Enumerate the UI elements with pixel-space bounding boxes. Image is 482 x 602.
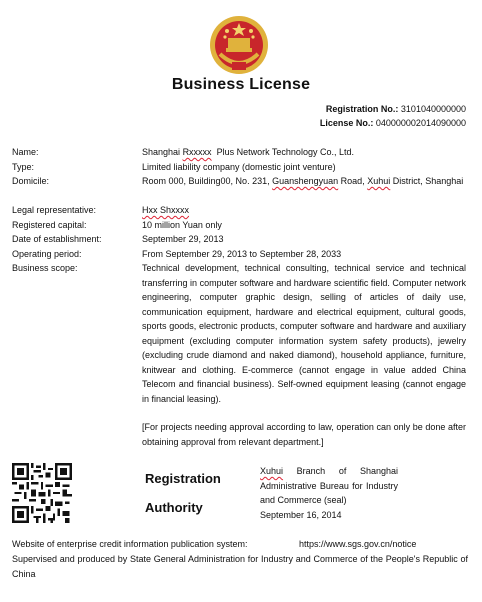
registration-date: September 16, 2014 bbox=[260, 510, 342, 520]
registration-authority-text bbox=[260, 464, 398, 508]
name-redacted: Rxxxxx bbox=[182, 147, 212, 157]
document-title: Business License bbox=[171, 76, 311, 93]
domicile-value bbox=[142, 174, 466, 189]
scope-value: Technical development, technical consulting, technical service and technical transferring in computer software and hardware scientific field. Computer network engineering, computer graphic design, selling of articles of daily use, communication equipment, hardware and electrical equipment, cultural goods, sports goods, electronic products, computer software and hardware and auxiliary equipment (excluding computer information system safety products), jewelry (excluding crude diamond and naked diamond), household appliance, furniture, knitwear and clothing. E-commerce (cannot engage in value added China Telecom and financial business). Self-owned equipment leasing (cannot engage in financial leasing). bbox=[142, 263, 466, 404]
legal-rep-redacted: Hxx Shxxxx bbox=[142, 205, 190, 215]
domicile-district: Xuhui bbox=[367, 176, 391, 186]
established-label: Date of establishment: bbox=[12, 234, 102, 244]
domicile-road: Guanshengyuan bbox=[272, 176, 339, 186]
license-number-value: 040000002014090000 bbox=[375, 118, 466, 128]
legal-rep-value bbox=[142, 203, 466, 218]
qr-code-icon bbox=[12, 463, 72, 523]
capital-label: Registered capital: bbox=[12, 220, 87, 230]
type-label: Type: bbox=[12, 162, 35, 172]
scope-note: [For projects needing approval according to law, operation can only be done after obtaining approval from relevant department.] bbox=[142, 422, 466, 447]
name-value bbox=[142, 145, 466, 160]
national-emblem-icon bbox=[208, 14, 270, 76]
name-suffix: Plus Network Technology Co., Ltd. bbox=[211, 147, 354, 157]
registration-number bbox=[326, 104, 466, 114]
authority-district: Xuhui bbox=[260, 466, 284, 476]
registration-authority-label-1: Registration bbox=[145, 471, 221, 486]
legal-rep-label: Legal representative: bbox=[12, 205, 97, 215]
website-line bbox=[12, 537, 468, 552]
supervised-line: Supervised and produced by State General Administration for Industry and Commerce of the People's Republic of China bbox=[12, 554, 468, 579]
scope-label: Business scope: bbox=[12, 263, 78, 273]
domicile-part-2: Road, bbox=[338, 176, 365, 186]
license-number bbox=[320, 118, 466, 128]
registration-number-label: Registration No.: bbox=[325, 104, 399, 114]
domicile-part-3: District, Shanghai bbox=[390, 176, 464, 186]
name-prefix: Shanghai bbox=[142, 147, 181, 157]
capital-value: 10 million Yuan only bbox=[142, 220, 222, 230]
domicile-part-1: Room 000, Building00, No. 231, bbox=[142, 176, 270, 186]
website-url[interactable]: https://www.sgs.gov.cn/notice bbox=[299, 539, 417, 549]
registration-number-value: 3101040000000 bbox=[400, 104, 466, 114]
registration-authority-label-2: Authority bbox=[145, 500, 203, 515]
website-label: Website of enterprise credit information publication system: bbox=[12, 539, 248, 549]
authority-text-rest: Branch of Shanghai Administrative Bureau for Industry and Commerce (seal) bbox=[260, 466, 398, 505]
domicile-label: Domicile: bbox=[12, 176, 50, 186]
type-value: Limited liability company (domestic joint venture) bbox=[142, 162, 336, 172]
name-label: Name: bbox=[12, 147, 39, 157]
period-label: Operating period: bbox=[12, 249, 82, 259]
established-value: September 29, 2013 bbox=[142, 234, 224, 244]
license-number-label: License No.: bbox=[319, 118, 374, 128]
period-value: From September 29, 2013 to September 28, 2033 bbox=[142, 249, 342, 259]
